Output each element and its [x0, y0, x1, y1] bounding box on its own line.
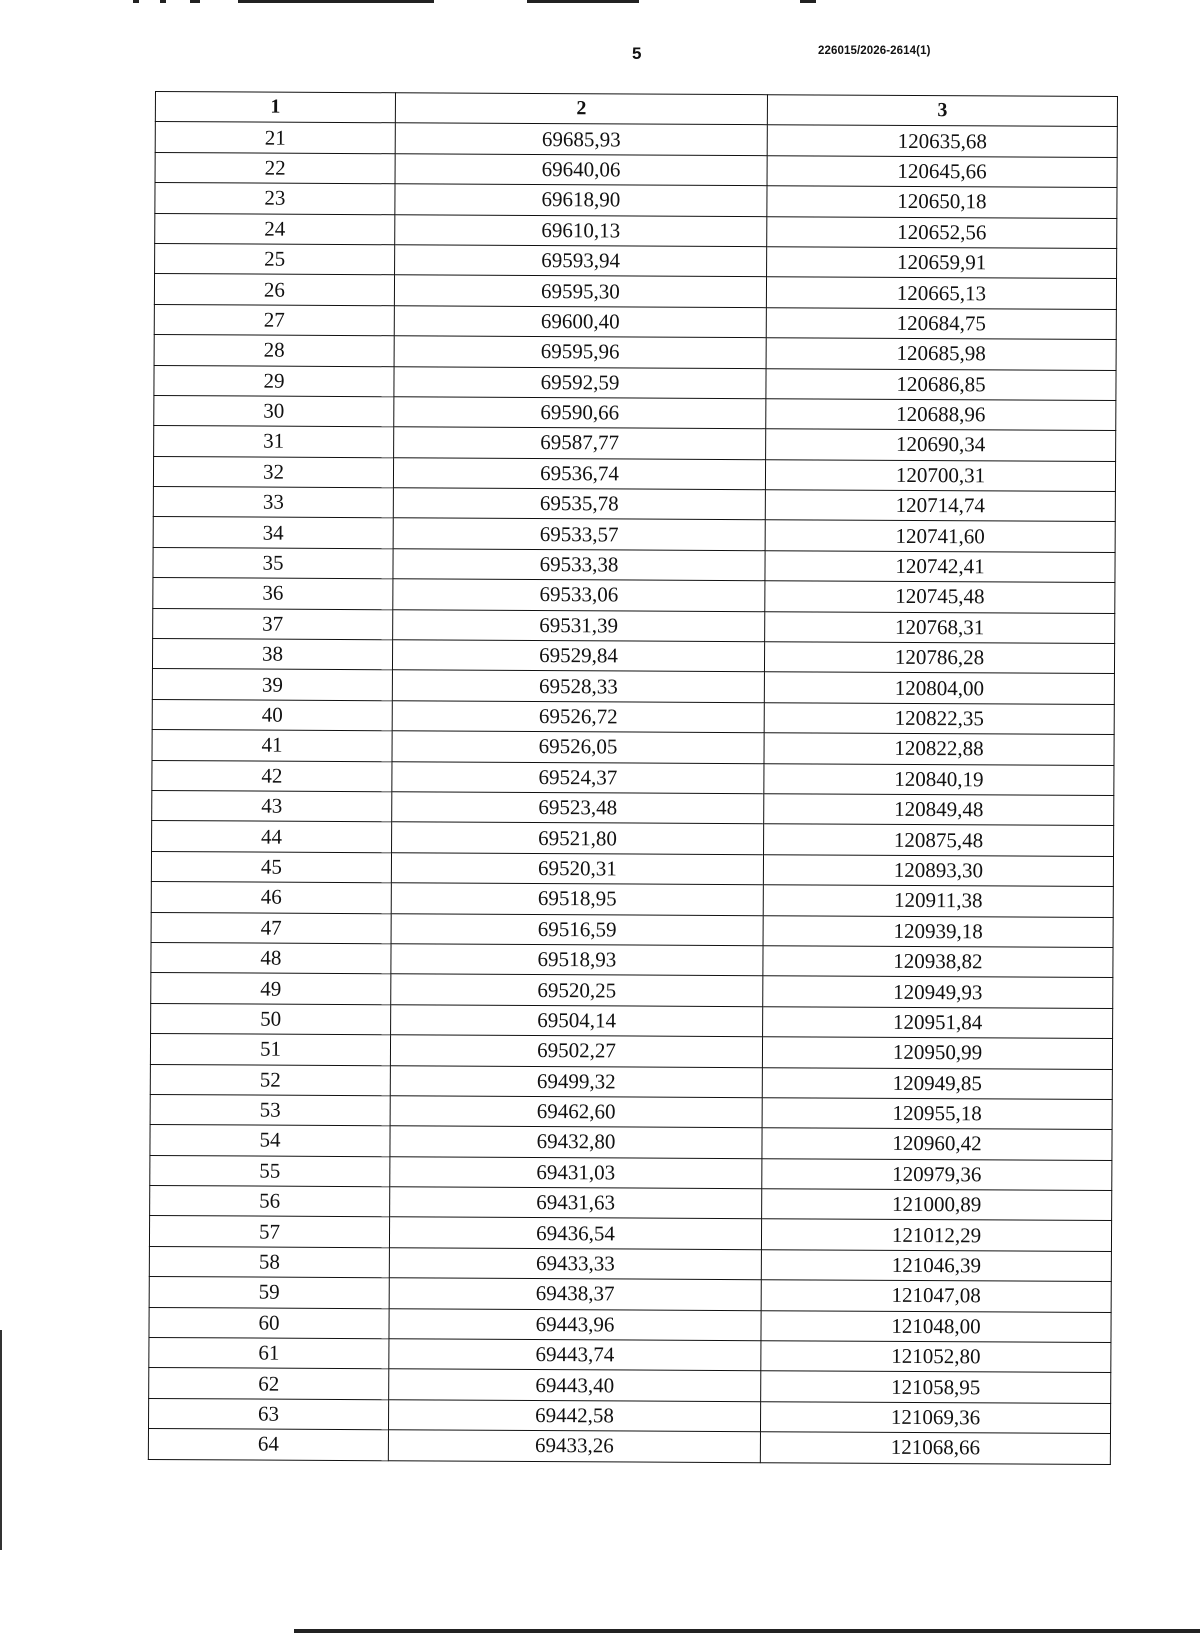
y-coordinate-cell: 120742,41: [765, 551, 1115, 583]
y-coordinate-cell: 120645,66: [767, 155, 1117, 187]
x-coordinate-cell: 69443,40: [389, 1369, 761, 1401]
table-row: [154, 304, 1116, 339]
y-coordinate-cell: 120745,48: [765, 581, 1115, 613]
y-coordinate-cell: 121068,66: [760, 1432, 1110, 1464]
point-number-cell: 61: [149, 1338, 389, 1370]
y-coordinate-cell: 121058,95: [761, 1371, 1111, 1403]
table-row: [149, 1307, 1111, 1342]
x-coordinate-cell: 69529,84: [392, 640, 764, 672]
table-row: [150, 1034, 1112, 1069]
column-header-1: 1: [155, 92, 395, 124]
x-coordinate-cell: 69523,48: [392, 792, 764, 824]
y-coordinate-cell: 120849,48: [764, 794, 1114, 826]
x-coordinate-cell: 69526,72: [392, 701, 764, 733]
y-coordinate-cell: 120951,84: [763, 1006, 1113, 1038]
table-row: [152, 699, 1114, 734]
table-row: [155, 152, 1117, 187]
y-coordinate-cell: 120688,96: [766, 399, 1116, 431]
point-number-cell: 46: [151, 882, 391, 914]
table-row: [152, 669, 1114, 704]
x-coordinate-cell: 69533,06: [393, 579, 765, 611]
y-coordinate-cell: 120635,68: [767, 125, 1117, 157]
table-row: [151, 1003, 1113, 1038]
table-row: [151, 973, 1113, 1008]
point-number-cell: 29: [154, 365, 394, 397]
coordinates-table: [148, 91, 1118, 1465]
column-header-3: 3: [767, 95, 1117, 127]
table-row: [155, 183, 1117, 218]
table-row: [148, 1398, 1110, 1433]
y-coordinate-cell: 120786,28: [764, 642, 1114, 674]
page-number: 5: [632, 44, 642, 63]
x-coordinate-cell: 69618,90: [395, 184, 767, 216]
point-number-cell: 27: [154, 304, 394, 336]
x-coordinate-cell: 69431,63: [390, 1187, 762, 1219]
x-coordinate-cell: 69640,06: [395, 154, 767, 186]
x-coordinate-cell: 69436,54: [389, 1217, 761, 1249]
x-coordinate-cell: 69531,39: [393, 609, 765, 641]
y-coordinate-cell: 120650,18: [767, 186, 1117, 218]
table-row: [153, 547, 1115, 582]
point-number-cell: 43: [152, 790, 392, 822]
point-number-cell: 23: [155, 183, 395, 215]
table-row: [155, 122, 1117, 157]
y-coordinate-cell: 120741,60: [765, 520, 1115, 552]
x-coordinate-cell: 69685,93: [395, 123, 767, 155]
y-coordinate-cell: 120652,56: [767, 216, 1117, 248]
point-number-cell: 33: [153, 487, 393, 519]
x-coordinate-cell: 69462,60: [390, 1096, 762, 1128]
table-row: [153, 456, 1115, 491]
table-row: [151, 942, 1113, 977]
table-row: [153, 608, 1115, 643]
point-number-cell: 50: [151, 1003, 391, 1035]
scan-artifact: [160, 0, 166, 3]
table-row: [152, 760, 1114, 795]
y-coordinate-cell: 120938,82: [763, 946, 1113, 978]
y-coordinate-cell: 120768,31: [765, 611, 1115, 643]
point-number-cell: 49: [151, 973, 391, 1005]
x-coordinate-cell: 69590,66: [394, 397, 766, 429]
point-number-cell: 57: [149, 1216, 389, 1248]
point-number-cell: 58: [149, 1246, 389, 1278]
table-row: [149, 1246, 1111, 1281]
point-number-cell: 30: [154, 395, 394, 427]
table-body: [148, 122, 1117, 1464]
point-number-cell: 25: [155, 243, 395, 275]
table-row: [155, 243, 1117, 278]
point-number-cell: 55: [150, 1155, 390, 1187]
y-coordinate-cell: 121012,29: [761, 1219, 1111, 1251]
y-coordinate-cell: 121048,00: [761, 1310, 1111, 1342]
y-coordinate-cell: 121069,36: [760, 1401, 1110, 1433]
table-row: [149, 1368, 1111, 1403]
x-coordinate-cell: 69593,94: [395, 245, 767, 277]
table-row: [154, 274, 1116, 309]
table-row: [150, 1186, 1112, 1221]
y-coordinate-cell: 120714,74: [765, 490, 1115, 522]
x-coordinate-cell: 69520,31: [391, 853, 763, 885]
table-row: [150, 1094, 1112, 1129]
point-number-cell: 36: [153, 578, 393, 610]
y-coordinate-cell: 120955,18: [762, 1098, 1112, 1130]
point-number-cell: 41: [152, 730, 392, 762]
y-coordinate-cell: 120949,85: [762, 1067, 1112, 1099]
table-row: [154, 335, 1116, 370]
y-coordinate-cell: 120700,31: [765, 459, 1115, 491]
point-number-cell: 54: [150, 1125, 390, 1157]
scan-artifact: [0, 1330, 2, 1550]
x-coordinate-cell: 69504,14: [391, 1004, 763, 1036]
table-row: [151, 912, 1113, 947]
point-number-cell: 35: [153, 547, 393, 579]
table-row: [151, 882, 1113, 917]
x-coordinate-cell: 69518,95: [391, 883, 763, 915]
x-coordinate-cell: 69587,77: [394, 427, 766, 459]
y-coordinate-cell: 121052,80: [761, 1341, 1111, 1373]
point-number-cell: 34: [153, 517, 393, 549]
x-coordinate-cell: 69600,40: [394, 305, 766, 337]
table-row: [148, 1429, 1110, 1464]
y-coordinate-cell: 120960,42: [762, 1128, 1112, 1160]
x-coordinate-cell: 69533,57: [393, 518, 765, 550]
y-coordinate-cell: 121046,39: [761, 1250, 1111, 1282]
y-coordinate-cell: 120665,13: [766, 277, 1116, 309]
x-coordinate-cell: 69433,33: [389, 1248, 761, 1280]
x-coordinate-cell: 69526,05: [392, 731, 764, 763]
scan-artifact: [238, 0, 434, 3]
x-coordinate-cell: 69592,59: [394, 366, 766, 398]
y-coordinate-cell: 120822,35: [764, 703, 1114, 735]
y-coordinate-cell: 121000,89: [762, 1189, 1112, 1221]
y-coordinate-cell: 120893,30: [763, 854, 1113, 886]
x-coordinate-cell: 69502,27: [390, 1035, 762, 1067]
x-coordinate-cell: 69499,32: [390, 1065, 762, 1097]
point-number-cell: 26: [154, 274, 394, 306]
x-coordinate-cell: 69442,58: [388, 1400, 760, 1432]
x-coordinate-cell: 69536,74: [393, 457, 765, 489]
point-number-cell: 53: [150, 1094, 390, 1126]
point-number-cell: 60: [149, 1307, 389, 1339]
point-number-cell: 63: [148, 1398, 388, 1430]
x-coordinate-cell: 69520,25: [391, 974, 763, 1006]
table-row: [150, 1155, 1112, 1190]
table-header-row: [155, 92, 1117, 127]
y-coordinate-cell: 121047,08: [761, 1280, 1111, 1312]
x-coordinate-cell: 69528,33: [392, 670, 764, 702]
table-row: [153, 578, 1115, 613]
table-row: [149, 1216, 1111, 1251]
table-row: [152, 730, 1114, 765]
point-number-cell: 38: [152, 639, 392, 671]
y-coordinate-cell: 120911,38: [763, 885, 1113, 917]
x-coordinate-cell: 69595,96: [394, 336, 766, 368]
scan-artifact: [527, 0, 639, 3]
point-number-cell: 40: [152, 699, 392, 731]
scan-artifact: [294, 1629, 1200, 1633]
x-coordinate-cell: 69443,74: [389, 1339, 761, 1371]
table-row: [152, 639, 1114, 674]
point-number-cell: 42: [152, 760, 392, 792]
y-coordinate-cell: 120840,19: [764, 763, 1114, 795]
table-row: [153, 487, 1115, 522]
point-number-cell: 45: [151, 851, 391, 883]
x-coordinate-cell: 69432,80: [390, 1126, 762, 1158]
point-number-cell: 52: [150, 1064, 390, 1096]
x-coordinate-cell: 69433,26: [388, 1430, 760, 1462]
y-coordinate-cell: 120690,34: [766, 429, 1116, 461]
table-row: [154, 395, 1116, 430]
table-row: [154, 426, 1116, 461]
y-coordinate-cell: 120979,36: [762, 1158, 1112, 1190]
point-number-cell: 32: [153, 456, 393, 488]
x-coordinate-cell: 69521,80: [392, 822, 764, 854]
y-coordinate-cell: 120949,93: [763, 976, 1113, 1008]
point-number-cell: 22: [155, 152, 395, 184]
table-row: [152, 821, 1114, 856]
scan-artifact: [133, 0, 139, 3]
y-coordinate-cell: 120684,75: [766, 307, 1116, 339]
y-coordinate-cell: 120822,88: [764, 733, 1114, 765]
x-coordinate-cell: 69431,03: [390, 1156, 762, 1188]
x-coordinate-cell: 69438,37: [389, 1278, 761, 1310]
point-number-cell: 64: [148, 1429, 388, 1461]
x-coordinate-cell: 69516,59: [391, 913, 763, 945]
coordinates-table-container: [148, 91, 1117, 1465]
table-row: [152, 790, 1114, 825]
y-coordinate-cell: 120950,99: [762, 1037, 1112, 1069]
point-number-cell: 51: [150, 1034, 390, 1066]
y-coordinate-cell: 120686,85: [766, 368, 1116, 400]
document-reference: 226015/2026-2614(1): [818, 45, 931, 57]
x-coordinate-cell: 69610,13: [395, 214, 767, 246]
y-coordinate-cell: 120659,91: [767, 247, 1117, 279]
table-row: [155, 213, 1117, 248]
y-coordinate-cell: 120804,00: [764, 672, 1114, 704]
point-number-cell: 28: [154, 335, 394, 367]
table-row: [153, 517, 1115, 552]
x-coordinate-cell: 69595,30: [394, 275, 766, 307]
table-row: [154, 365, 1116, 400]
table-row: [150, 1125, 1112, 1160]
x-coordinate-cell: 69443,96: [389, 1308, 761, 1340]
point-number-cell: 21: [155, 122, 395, 154]
point-number-cell: 31: [154, 426, 394, 458]
point-number-cell: 24: [155, 213, 395, 245]
x-coordinate-cell: 69533,38: [393, 549, 765, 581]
scan-artifact: [190, 0, 200, 3]
y-coordinate-cell: 120939,18: [763, 915, 1113, 947]
y-coordinate-cell: 120875,48: [764, 824, 1114, 856]
scan-artifact: [800, 0, 816, 3]
point-number-cell: 48: [151, 942, 391, 974]
point-number-cell: 62: [149, 1368, 389, 1400]
table-row: [151, 851, 1113, 886]
point-number-cell: 56: [150, 1186, 390, 1218]
point-number-cell: 37: [153, 608, 393, 640]
x-coordinate-cell: 69518,93: [391, 944, 763, 976]
point-number-cell: 39: [152, 669, 392, 701]
x-coordinate-cell: 69524,37: [392, 761, 764, 793]
column-header-2: 2: [395, 93, 767, 125]
table-row: [150, 1064, 1112, 1099]
table-row: [149, 1338, 1111, 1373]
point-number-cell: 44: [152, 821, 392, 853]
point-number-cell: 59: [149, 1277, 389, 1309]
y-coordinate-cell: 120685,98: [766, 338, 1116, 370]
x-coordinate-cell: 69535,78: [393, 488, 765, 520]
point-number-cell: 47: [151, 912, 391, 944]
table-row: [149, 1277, 1111, 1312]
